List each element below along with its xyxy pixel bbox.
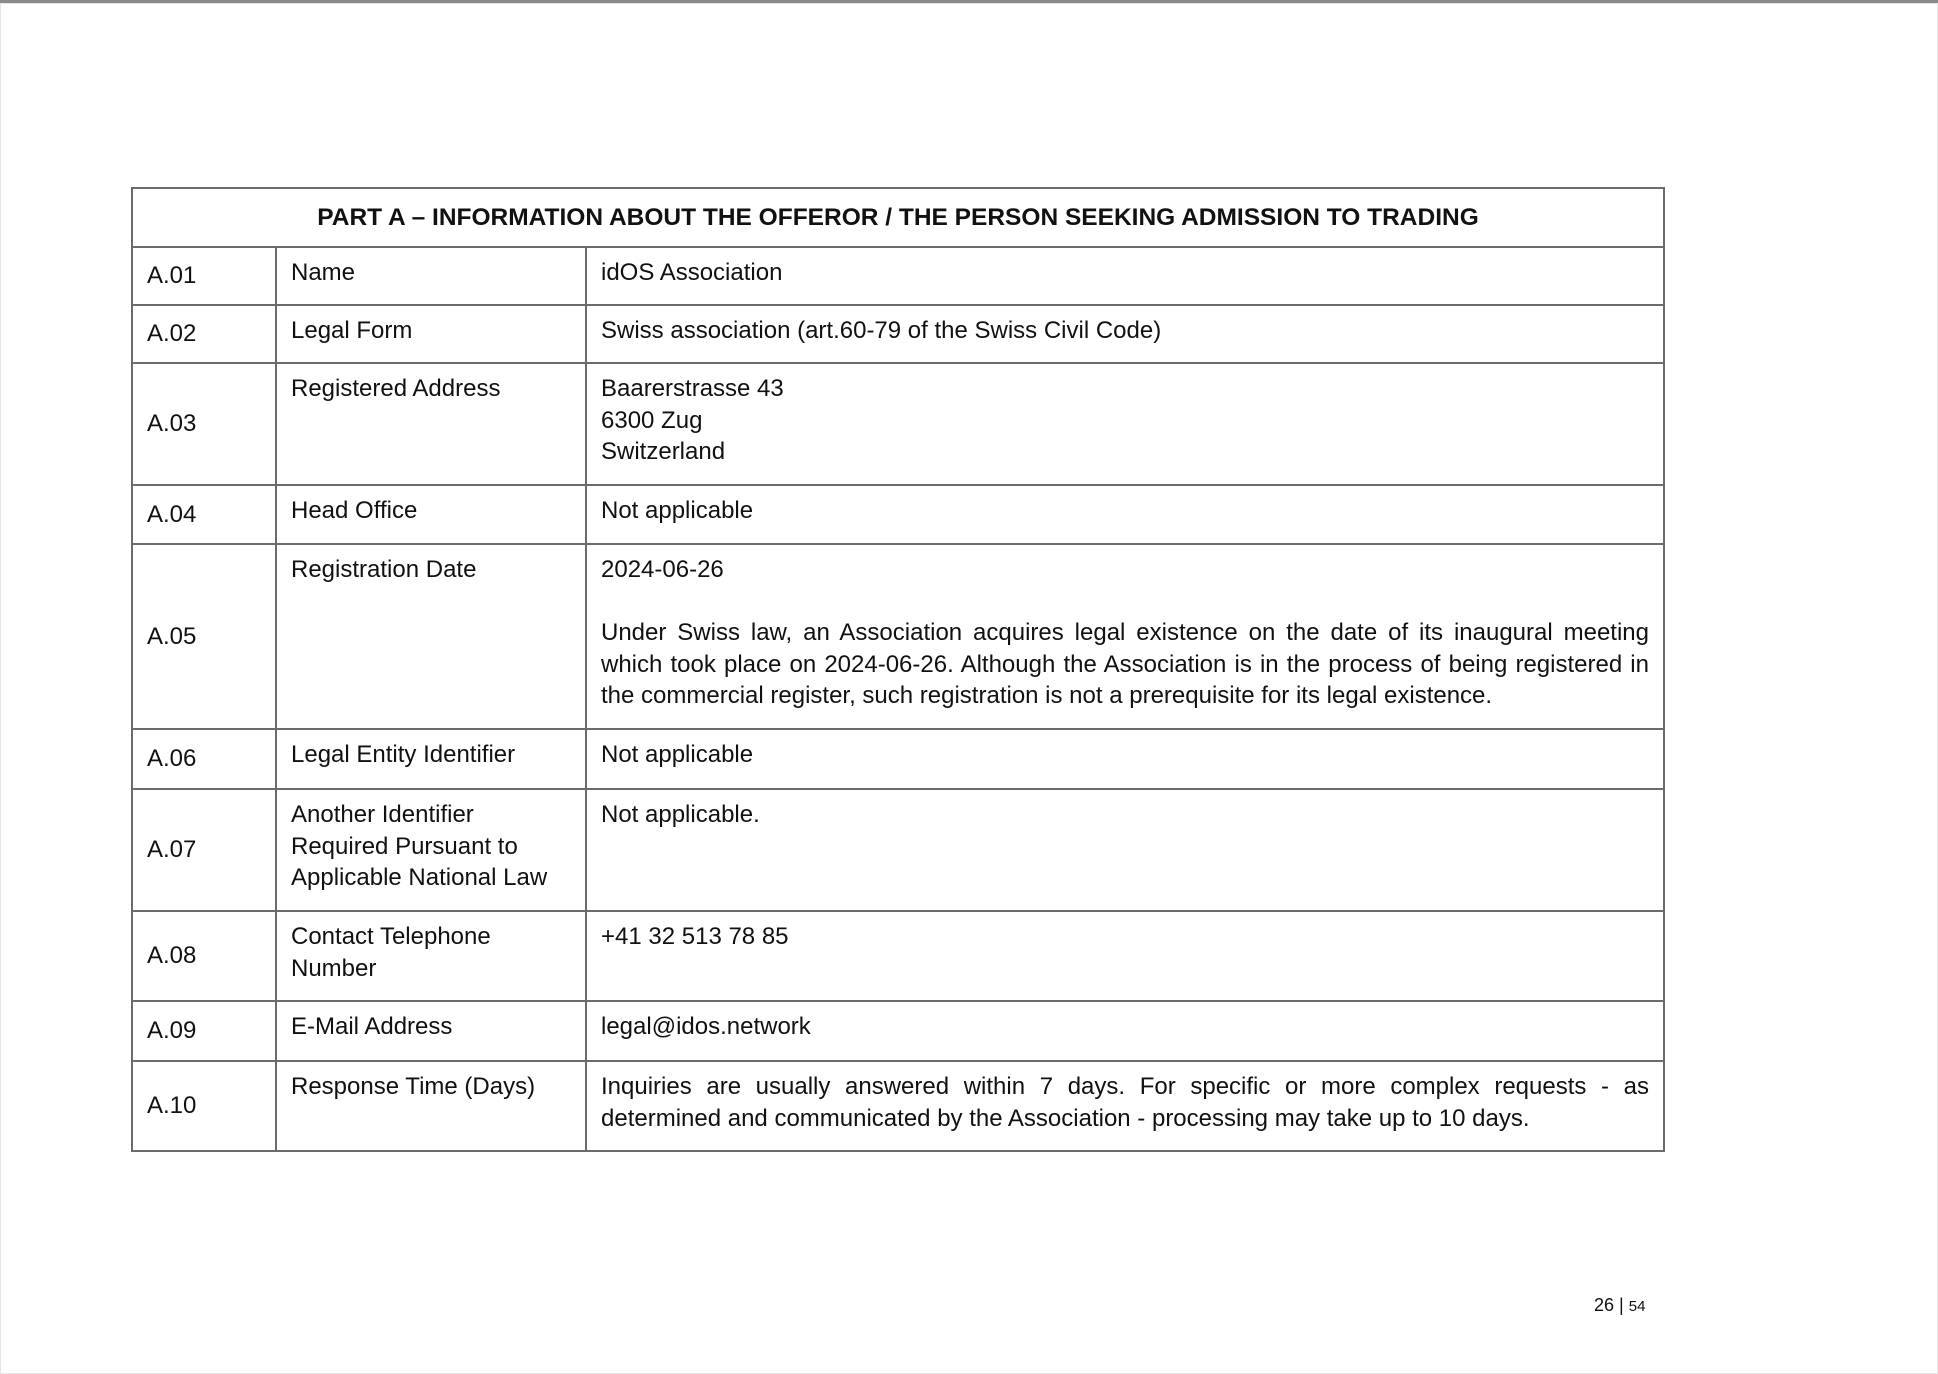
value-line: idOS Association <box>601 259 783 286</box>
row-id: A.01 <box>132 247 276 305</box>
value-line: legal@idos.network <box>601 1013 811 1040</box>
row-label: Head Office <box>276 485 586 544</box>
value-line: Under Swiss law, an Association acquires legal existence on the date of its inaugural meeting which took place on 2024-06-26. Although the Association is in the process of being registered in the commercial register, such registration is not a prerequisite for its legal existence. <box>601 619 1649 709</box>
value-line: Not applicable. <box>601 801 760 828</box>
row-id: A.10 <box>132 1061 276 1151</box>
value-line: 6300 Zug <box>601 406 703 434</box>
row-value <box>586 305 1664 363</box>
value-line: Not applicable <box>601 497 754 524</box>
row-label: Legal Entity Identifier <box>276 729 586 789</box>
table-row <box>132 729 1664 789</box>
row-label: Legal Form <box>276 305 586 363</box>
value-line <box>601 586 1649 618</box>
row-value <box>586 911 1664 1001</box>
page-number <box>1594 1295 1645 1316</box>
value-line: Not applicable <box>601 741 754 768</box>
table-row <box>132 1001 1664 1061</box>
row-value <box>586 485 1664 544</box>
row-id: A.07 <box>132 789 276 911</box>
row-value <box>586 1001 1664 1061</box>
row-id: A.05 <box>132 544 276 729</box>
row-value <box>586 1061 1664 1151</box>
row-value <box>586 247 1664 305</box>
row-id: A.08 <box>132 911 276 1001</box>
row-label: Registered Address <box>276 363 586 485</box>
row-id: A.03 <box>132 363 276 485</box>
row-label: Contact Telephone Number <box>276 911 586 1001</box>
offeror-info-table <box>131 187 1665 1152</box>
table-heading: PART A – INFORMATION ABOUT THE OFFEROR / THE PERSON SEEKING ADMISSION TO TRADING <box>132 188 1664 247</box>
table-row <box>132 544 1664 729</box>
row-value <box>586 789 1664 911</box>
row-value <box>586 363 1664 485</box>
value-line: +41 32 513 78 85 <box>601 923 789 950</box>
value-line: Switzerland <box>601 438 726 465</box>
table-row <box>132 247 1664 305</box>
table-row <box>132 789 1664 911</box>
value-line: Baarerstrasse 43 <box>601 375 784 402</box>
row-id: A.06 <box>132 729 276 789</box>
row-id: A.09 <box>132 1001 276 1061</box>
row-value <box>586 544 1664 729</box>
value-line: Inquiries are usually answered within 7 days. For specific or more complex requests - as determined and communicated by the Association - processing may take up to 10 days. <box>601 1073 1649 1132</box>
table-row <box>132 1061 1664 1151</box>
page-separator: | <box>1619 1295 1624 1315</box>
table-row <box>132 363 1664 485</box>
row-label: Name <box>276 247 586 305</box>
row-label: Another Identifier Required Pursuant to Applicable National Law <box>276 789 586 911</box>
row-value <box>586 729 1664 789</box>
row-label: E-Mail Address <box>276 1001 586 1061</box>
page-total: 54 <box>1628 1298 1646 1315</box>
value-line: Swiss association (art.60-79 of the Swiss Civil Code) <box>601 317 1162 344</box>
table-row <box>132 305 1664 363</box>
table-row <box>132 485 1664 544</box>
page-current: 26 <box>1594 1295 1615 1315</box>
row-id: A.02 <box>132 305 276 363</box>
row-id: A.04 <box>132 485 276 544</box>
table-row <box>132 911 1664 1001</box>
value-line: 2024-06-26 <box>601 556 724 583</box>
row-label: Response Time (Days) <box>276 1061 586 1151</box>
row-label: Registration Date <box>276 544 586 729</box>
